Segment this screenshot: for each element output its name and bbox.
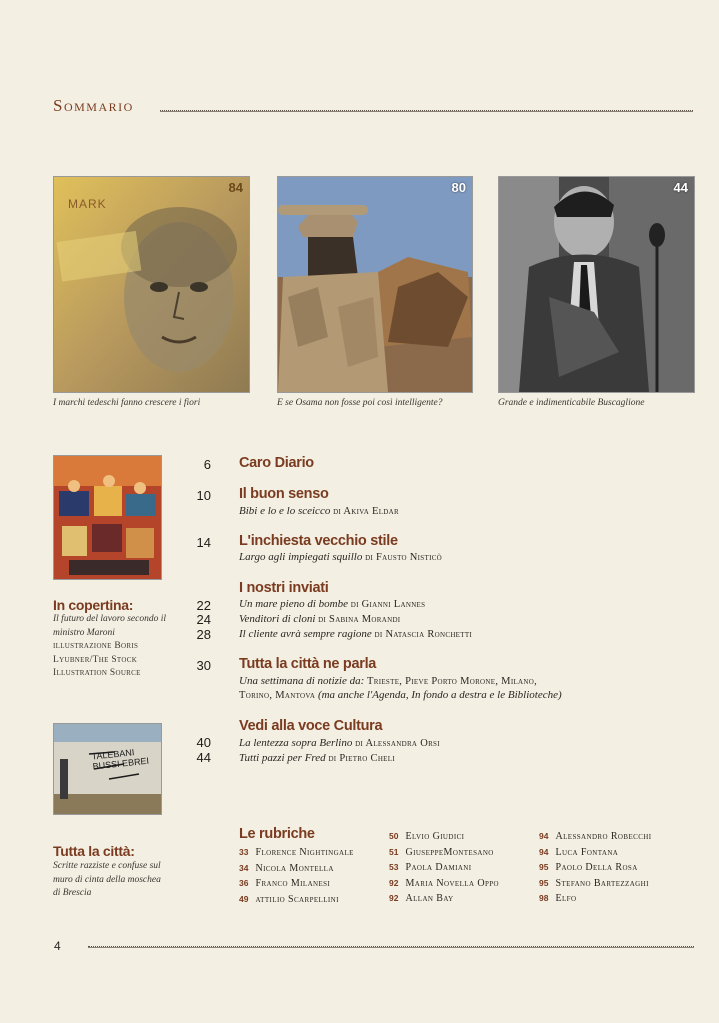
toc-item-author: di Akiva Eldar: [333, 506, 399, 517]
toc-item[interactable]: [239, 505, 399, 517]
toc-item[interactable]: [239, 613, 400, 625]
photo-page-number: 84: [228, 180, 243, 195]
cover-text: Il futuro del lavoro secondo il ministro Maroni: [53, 614, 167, 638]
city-thumbnail: [53, 723, 162, 815]
toc-item-author: di Gianni Lannes: [350, 599, 426, 610]
photo-page-number: 80: [451, 180, 466, 195]
footer-rule: [88, 946, 694, 948]
toc-section-title[interactable]: I nostri inviati: [239, 580, 329, 596]
toc-item[interactable]: [239, 598, 425, 610]
toc-item-places: Torino, Mantova: [239, 690, 316, 701]
toc-item-title: Bibi e lo e lo sceicco: [239, 505, 331, 517]
toc-item-title: Un mare pieno di bombe: [239, 598, 348, 610]
rubrica-entry[interactable]: 49 attilio Scarpellini: [239, 893, 339, 905]
rubrica-entry[interactable]: 33 Florence Nightingale: [239, 847, 354, 858]
toc-item-author: di Pietro Cheli: [328, 753, 395, 764]
cover-credit: illustrazione Boris Lyubner/The Stock Illustration Source: [53, 641, 141, 678]
rubrica-entry[interactable]: 53 Paola Damiani: [389, 862, 472, 873]
toc-item[interactable]: [239, 675, 537, 687]
toc-item-author: di Sabina Morandi: [318, 614, 401, 625]
photo-singer: [498, 176, 695, 393]
toc-section-title[interactable]: L'inchiesta vecchio stile: [239, 533, 398, 549]
toc-item-author: di Natascia Ronchetti: [374, 629, 473, 640]
page-title: Sommario: [53, 96, 134, 115]
cover-illustration: [54, 456, 161, 579]
photo-caption: E se Osama non fosse poi così intelligente?: [277, 398, 443, 408]
toc-item[interactable]: [239, 737, 440, 749]
rubriche-column: [389, 829, 499, 907]
banknote-stamp: MARK: [68, 197, 107, 211]
page-number: 4: [54, 939, 61, 953]
toc-item-author: di Alessandra Orsi: [355, 738, 440, 749]
toc-page: 14: [196, 535, 211, 550]
graffiti-text: TALEBANI BUSSI EBREI: [91, 747, 150, 772]
toc-section-title[interactable]: Il buon senso: [239, 486, 329, 502]
rubrica-entry[interactable]: 98 Elfo: [539, 893, 577, 904]
toc-page: 22: [196, 598, 211, 613]
toc-page: 6: [203, 457, 211, 472]
cover-thumbnail: [53, 455, 162, 580]
rubrica-entry[interactable]: 92 Allan Bay: [389, 893, 454, 904]
toc-item[interactable]: [239, 689, 562, 701]
rubrica-entry[interactable]: 36 Franco Milanesi: [239, 878, 331, 889]
toc-item-author: di Fausto Nisticò: [365, 552, 443, 563]
toc-item-title: Il cliente avrà sempre ragione: [239, 628, 372, 640]
toc-item-title: Una settimana di notizie da:: [239, 675, 365, 687]
photo-soldier: [277, 176, 473, 393]
toc-page: 28: [196, 627, 211, 642]
header-rule: [160, 110, 693, 112]
toc-item-title: Largo agli impiegati squillo: [239, 551, 363, 563]
toc-item[interactable]: [239, 551, 442, 563]
toc-item-title: (ma anche l'Agenda, In fondo a destra e le Biblioteche): [317, 689, 562, 701]
toc-page: 40: [196, 735, 211, 750]
rubrica-entry[interactable]: 50 Elvio Giudici: [389, 831, 465, 842]
singer-illustration: [499, 177, 694, 392]
toc-page: 24: [196, 612, 211, 627]
photo-caption: Grande e indimenticabile Buscaglione: [498, 398, 645, 408]
rubrica-entry[interactable]: 51 GiuseppeMontesano: [389, 846, 494, 858]
city-heading: Tutta la città:: [53, 843, 135, 859]
photo-page-number: 44: [673, 180, 688, 195]
toc-item-title: La lentezza sopra Berlino: [239, 737, 353, 749]
toc-page: 44: [196, 750, 211, 765]
toc-section-title[interactable]: Tutta la città ne parla: [239, 656, 377, 672]
cover-heading: In copertina:: [53, 597, 134, 613]
toc-item-title: Venditori di cloni: [239, 613, 316, 625]
rubrica-entry[interactable]: 92 Maria Novella Oppo: [389, 877, 499, 889]
city-description: Scritte razziste e confuse sul muro di cinta della moschea di Brescia: [53, 861, 161, 898]
rubrica-entry[interactable]: 94 Luca Fontana: [539, 846, 619, 858]
rubriche-column: [239, 845, 354, 907]
rubrica-entry[interactable]: 34 Nicola Montella: [239, 862, 334, 874]
rubrica-entry[interactable]: 94 Alessandro Robecchi: [539, 831, 652, 842]
cover-description: [53, 613, 173, 681]
toc-page: 30: [196, 658, 211, 673]
toc-section-title[interactable]: Vedi alla voce Cultura: [239, 718, 383, 734]
toc-item[interactable]: [239, 752, 395, 764]
photo-banknote: [53, 176, 250, 393]
toc-item[interactable]: [239, 628, 472, 640]
soldier-illustration: [278, 177, 472, 392]
photo-caption: I marchi tedeschi fanno crescere i fiori: [53, 398, 201, 408]
rubriche-column: [539, 829, 651, 907]
toc-page: 10: [196, 488, 211, 503]
toc-item-places: Trieste, Pieve Porto Morone, Milano,: [367, 676, 538, 687]
toc-section-title[interactable]: Caro Diario: [239, 455, 314, 471]
toc-item-title: Tutti pazzi per Fred: [239, 752, 326, 764]
rubrica-entry[interactable]: 95 Paolo Della Rosa: [539, 862, 638, 873]
rubriche-title: Le rubriche: [239, 826, 315, 842]
rubrica-entry[interactable]: 95 Stefano Bartezzaghi: [539, 877, 649, 889]
